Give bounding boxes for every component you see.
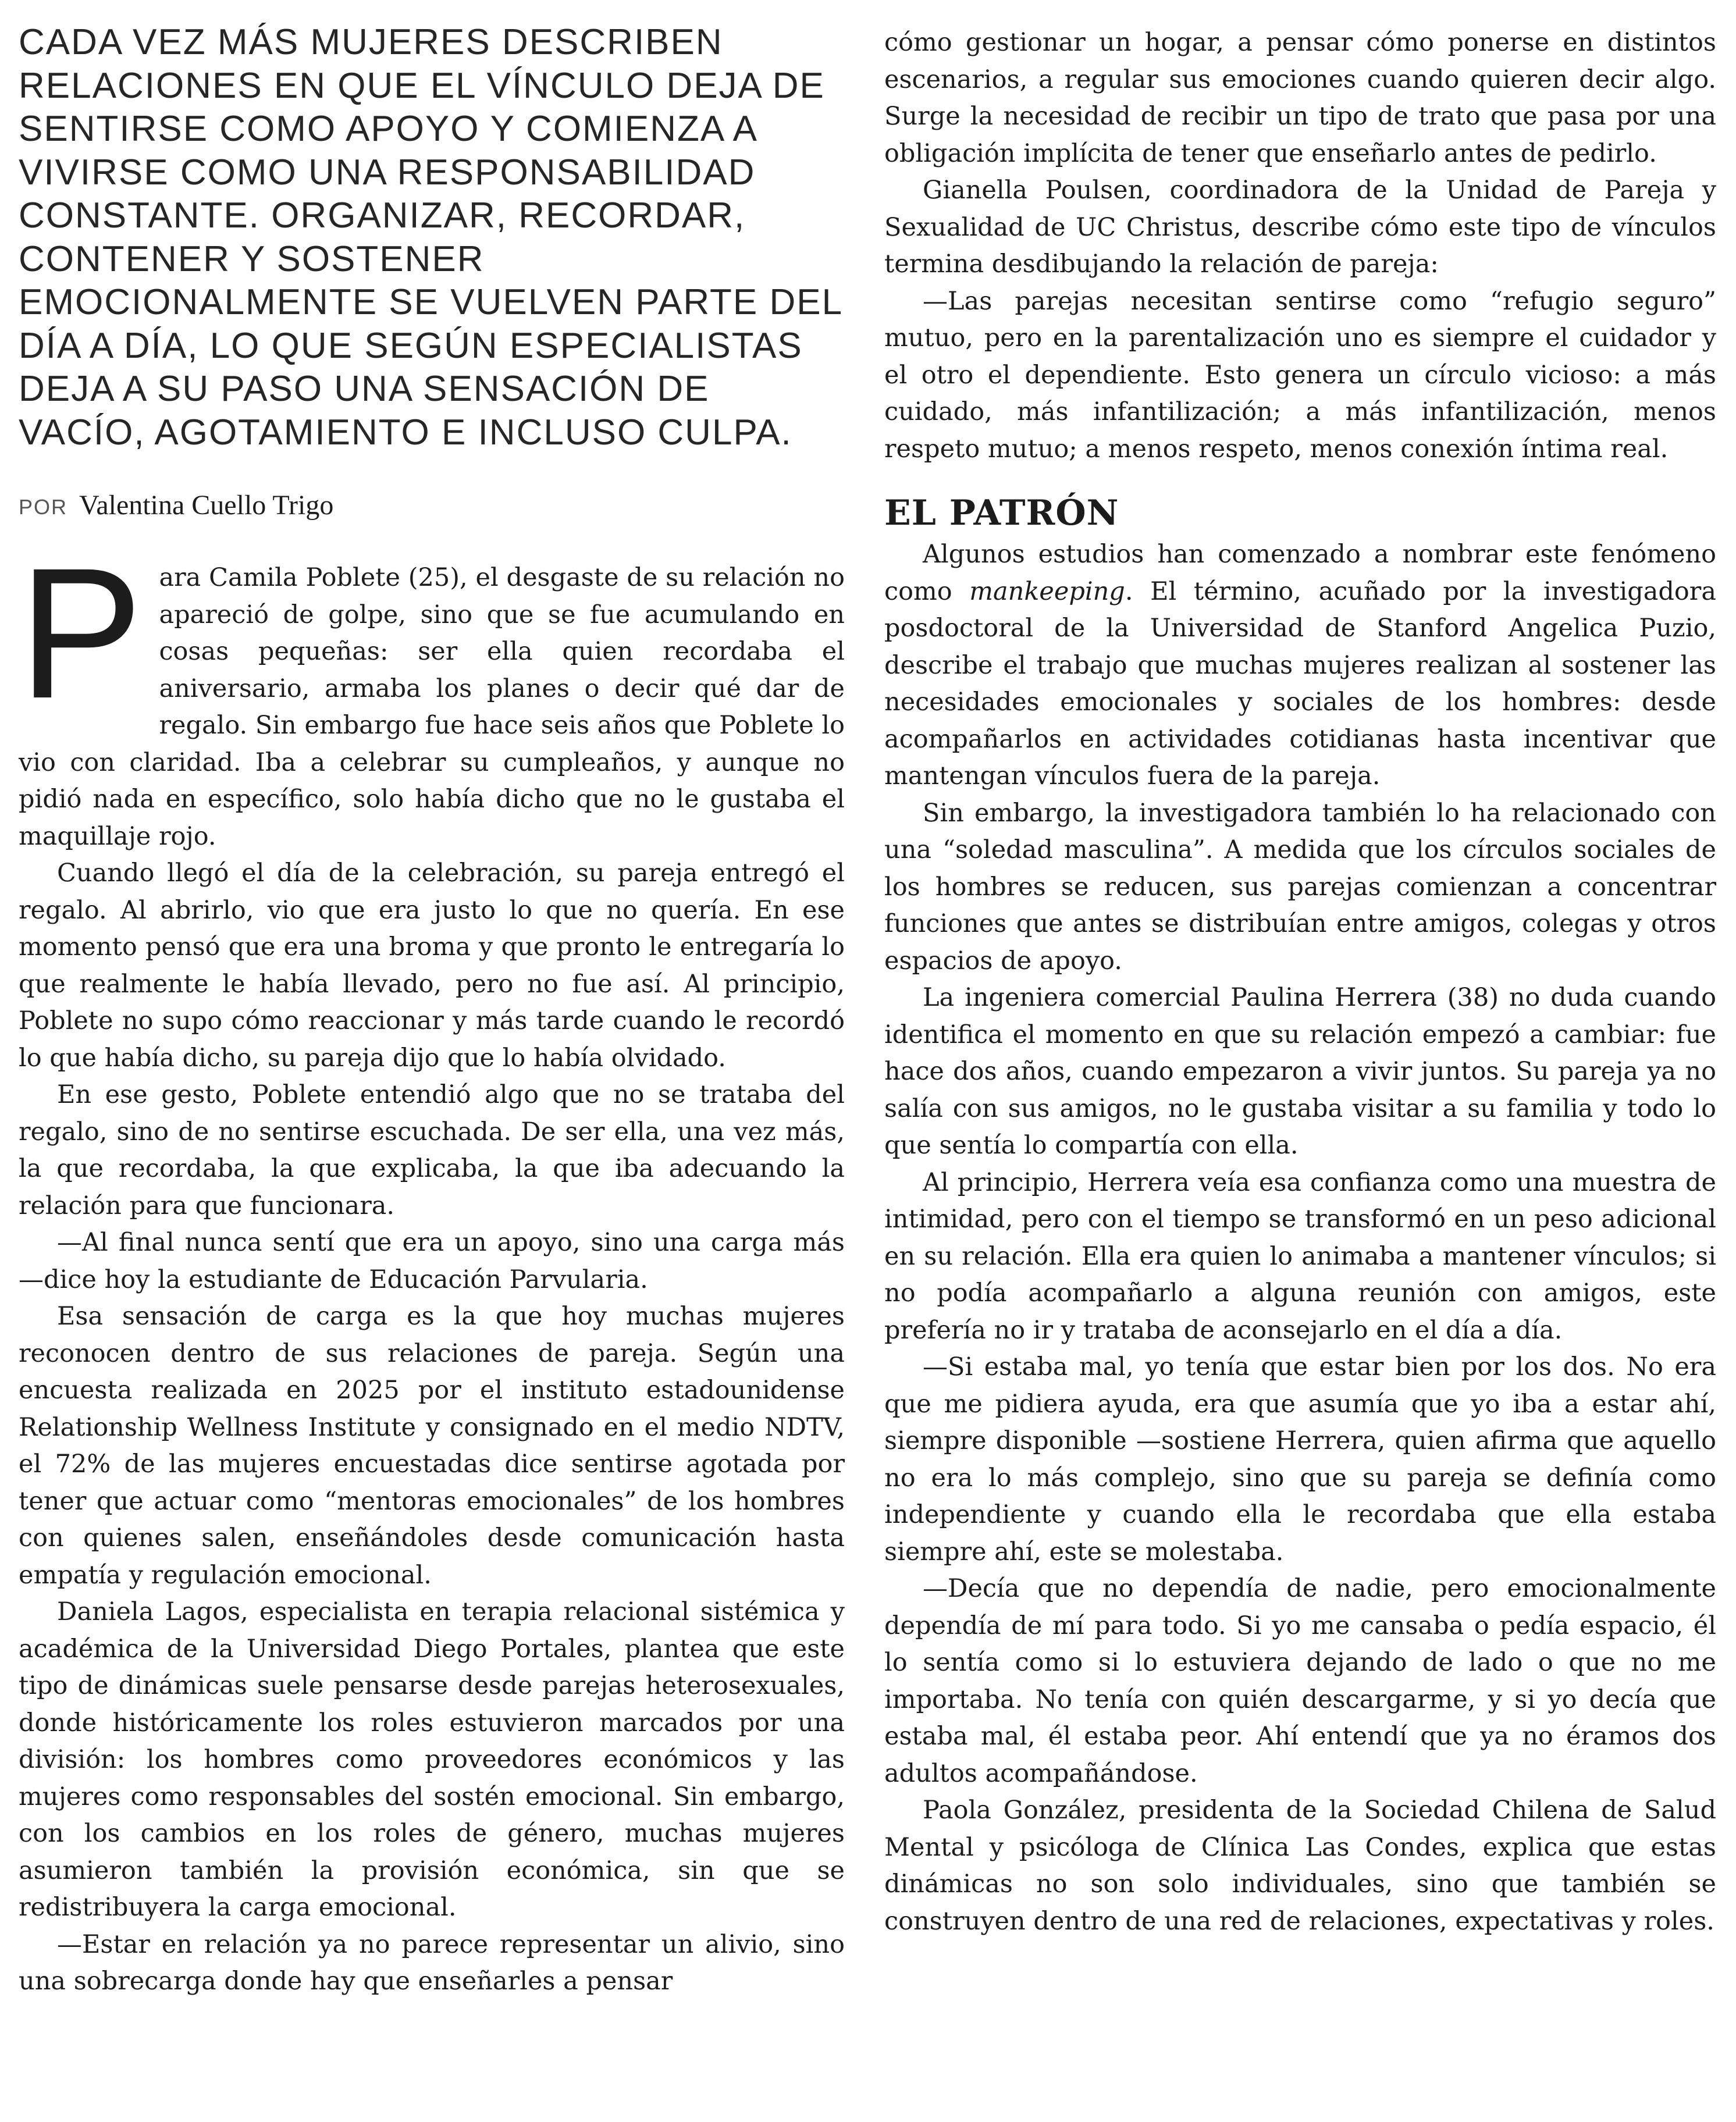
quote-paragraph: —Al final nunca sentí que era un apoyo, sino una carga más —dice hoy la estudiante de Educación Parvularia. — [19, 1228, 845, 1294]
quote-paragraph: —Si estaba mal, yo tenía que estar bien por los dos. No era que me pidiera ayuda, era que asumía que yo iba a estar ahí, siempre disponible —sostiene Herrera, quien afirma que aquello no era lo más complejo, sino que su pareja se definía como independiente y cuando ella le recordaba que ella estaba siempre ahí, este se molestaba. — [884, 1352, 1716, 1566]
paragraph: En ese gesto, Poblete entendió algo que no se trataba del regalo, sino de no sentirse escuchada. De ser ella, una vez más, la que recordaba, la que explicaba, la que iba adecuando la relación para que funcionara. — [19, 1080, 845, 1220]
quote-paragraph: —Las parejas necesitan sentirse como “refugio seguro” mutuo, pero en la parentalización uno es siempre el cuidador y el otro el dependiente. Esto genera un círculo vicioso: a más cuidado, más infantilización; a más infantilización, menos respeto mutuo; a menos respeto, menos conexión íntima real. — [884, 286, 1716, 464]
drop-cap: P — [19, 529, 143, 737]
paragraph: Gianella Poulsen, coordinadora de la Unidad de Pareja y Sexualidad de UC Christus, describe cómo este tipo de vínculos termina desdibujando la relación de pareja: — [884, 176, 1716, 279]
section-heading: EL PATRÓN — [884, 493, 1119, 533]
byline-author: Valentina Cuello Trigo — [79, 490, 334, 521]
quote-paragraph: —Estar en relación ya no parece representar un alivio, sino una sobrecarga donde hay que enseñarles a pensar — [19, 1929, 845, 1996]
left-column — [19, 0, 845, 2122]
paragraph: Cuando llegó el día de la celebración, su pareja entregó el regalo. Al abrirlo, vio que era justo lo que no quería. En ese momento pensó que era una broma y que pronto le entregaría lo que realmente le había llevado, pero no fue así. Al principio, Poblete no supo cómo reaccionar y más tarde cuando le recordó lo que había dicho, su pareja dijo que lo había olvidado. — [19, 859, 845, 1073]
article-deck: CADA VEZ MÁS MUJERES DESCRIBEN RELACIONES EN QUE EL VÍNCULO DEJA DE SENTIRSE COMO APOYO Y COMIENZA A VIVIRSE COMO UNA RESPONSABILIDAD CONSTANTE. ORGANIZAR, RECORDAR, CONTENER Y SOSTENER EMOCIONALMENTE SE VUELVEN PARTE DEL DÍA A DÍA, LO QUE SEGÚN ESPECIALISTAS DEJA A SU PASO UNA SENSACIÓN DE VACÍO, AGOTAMIENTO E INCLUSO CULPA. — [19, 22, 842, 453]
quote-paragraph: —Decía que no dependía de nadie, pero emocionalmente dependía de mí para todo. Si yo me cansaba o pedía espacio, él lo sentía como si lo estuviera dejando de lado o que no me importaba. No tenía con quién descargarme, y si yo decía que estaba mal, él estaba peor. Ahí entendí que ya no éramos dos adultos acompañándose. — [884, 1574, 1716, 1788]
paragraph: Al principio, Herrera veía esa confianza como una muestra de intimidad, pero con el tiempo se transformó en un peso adicional en su relación. Ella era quien lo animaba a mantener vínculos; si no podía acompañarlo a alguna reunión con amigos, este prefería no ir y trataba de aconsejarlo en el día a día. — [884, 1167, 1716, 1345]
paragraph: La ingeniera comercial Paulina Herrera (38) no duda cuando identifica el momento en que su relación empezó a cambiar: fue hace dos años, cuando empezaron a vivir juntos. Su pareja ya no salía con sus amigos, no le gustaba visitar a su familia y todo lo que sentía lo compartía con ella. — [884, 983, 1716, 1160]
byline — [19, 488, 845, 525]
paragraph-continued: cómo gestionar un hogar, a pensar cómo ponerse en distintos escenarios, a regular sus emociones cuando quieren decir algo. Surge la necesidad de recibir un tipo de trato que pasa por una obligación implícita de tener que enseñarlo antes de pedirlo. — [884, 28, 1716, 168]
paragraph: Paola González, presidenta de la Sociedad Chilena de Salud Mental y psicóloga de Clínica Las Condes, explica que estas dinámicas no son solo individuales, sino que también se construyen dentro de una red de relaciones, expectativas y roles. — [884, 1796, 1716, 1936]
paragraph — [19, 529, 845, 855]
paragraph: Sin embargo, la investigadora también lo ha relacionado con una “soledad masculina”. A medida que los círculos sociales de los hombres se reducen, sus parejas comienzan a concentrar funciones que antes se distribuían entre amigos, colegas y otros espacios de apoyo. — [884, 798, 1716, 975]
paragraph-text: . El término, acuñado por la investigadora posdoctoral de la Universidad de Stanford Angelica Puzio, describe el trabajo que muchas mujeres realizan al sostener las necesidades emocionales y sociales de los hombres: desde acompañarlos en actividades cotidianas hasta incentivar que mantengan vínculos fuera de la pareja. — [884, 576, 1716, 791]
italic-term: mankeeping — [969, 576, 1125, 606]
article-body-right — [884, 24, 1716, 1940]
article-body-left — [19, 529, 845, 2000]
right-column — [884, 0, 1716, 2122]
paragraph-text: ara Camila Poblete (25), el desgaste de su relación no apareció de golpe, sino que se fue acumulando en cosas pequeñas: ser ella quien recordaba el aniversario, armaba los planes o decir qué dar de regalo. Sin embargo fue hace seis años que Poblete lo vio con claridad. Iba a celebrar su cumpleaños, y aunque no pidió nada en específico, solo había dicho que no le gustaba el maquillaje rojo. — [19, 563, 845, 851]
paragraph: Esa sensación de carga es la que hoy muchas mujeres reconocen dentro de sus relaciones de pareja. Según una encuesta realizada en 2025 por el instituto estadounidense Relationship Wellness Institute y consignado en el medio NDTV, el 72% de las mujeres encuestadas dice sentirse agotada por tener que actuar como “mentoras emocionales” de los hombres con quienes salen, enseñándoles desde comunicación hasta empatía y regulación emocional. — [19, 1302, 845, 1590]
paragraph — [884, 536, 1716, 795]
paragraph: Daniela Lagos, especialista en terapia relacional sistémica y académica de la Universidad Diego Portales, plantea que este tipo de dinámicas suele pensarse desde parejas heterosexuales, donde históricamente los roles estuvieron marcados por una división: los hombres como proveedores económicos y las mujeres como responsables del sostén emocional. Sin embargo, con los cambios en los roles de género, muchas mujeres asumieron también la provisión económica, sin que se redistribuyera la carga emocional. — [19, 1597, 845, 1922]
byline-prefix: POR — [19, 495, 68, 519]
paragraph-text: Algunos estudios han comenzado a nombrar este fenómeno como — [884, 540, 1716, 606]
